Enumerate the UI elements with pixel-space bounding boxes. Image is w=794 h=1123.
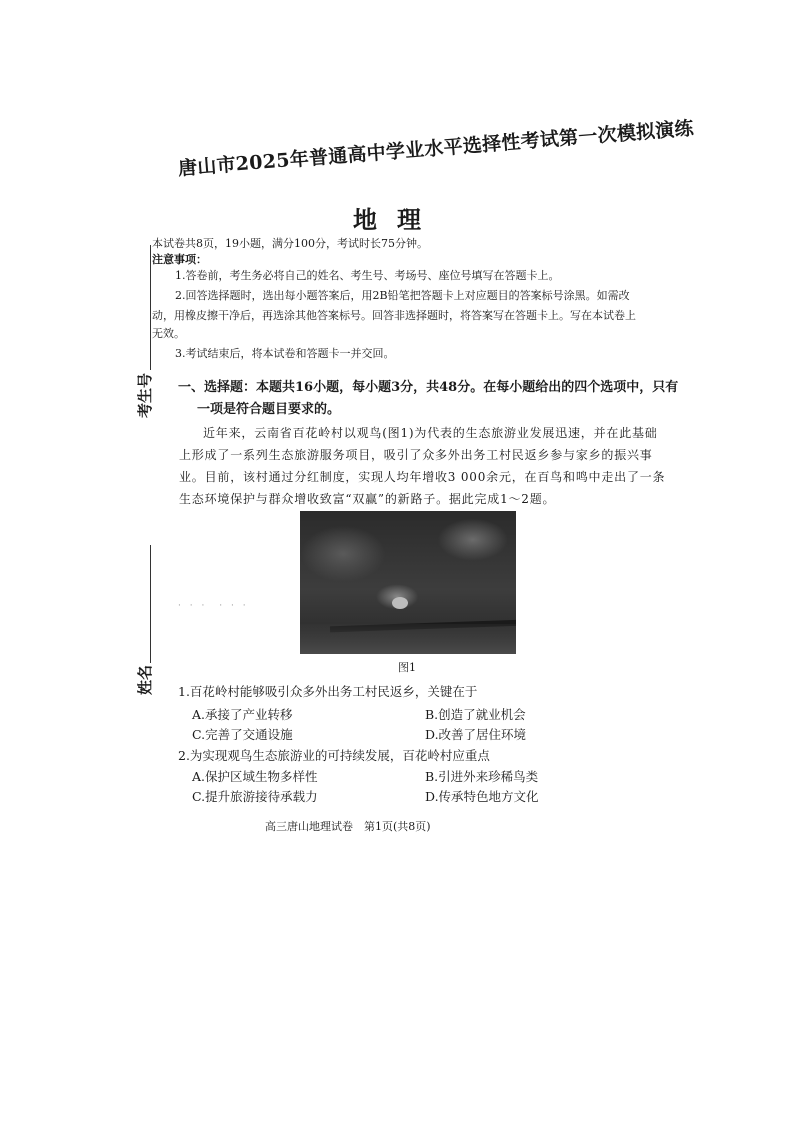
- note-item-1: 1.答卷前，考生务必将自己的姓名、考生号、考场号、座位号填写在答题卡上。: [175, 269, 560, 282]
- question-1-option-c: C.完善了交通设施: [192, 727, 293, 742]
- passage-line-1: 近年来，云南省百花岭村以观鸟(图1)为代表的生态旅游业发展迅速，并在此基础: [203, 426, 658, 440]
- notes-heading: 注意事项：: [152, 253, 207, 266]
- exam-intro: 本试卷共8页，19小题，满分100分，考试时长75分钟。: [152, 237, 428, 250]
- question-2-stem: 2.为实现观鸟生态旅游业的可持续发展，百花岭村应重点: [178, 748, 490, 763]
- name-label: 姓名: [136, 664, 154, 695]
- exam-title: 唐山市2025年普通高中学业水平选择性考试第一次模拟演练: [177, 117, 695, 180]
- page-footer: 高三唐山地理试卷 第1页(共8页): [265, 820, 431, 833]
- passage-line-4: 生态环境保护与群众增收致富“双赢”的新路子。据此完成1～2题。: [179, 492, 556, 506]
- question-2-option-a: A.保护区域生物多样性: [192, 769, 318, 784]
- photo-bird: [392, 597, 408, 609]
- note-item-2: 2.回答选择题时，选出每小题答案后，用2B铅笔把答题卡上对应题目的答案标号涂黑。如需改: [175, 289, 630, 302]
- name-line: [150, 545, 151, 663]
- question-1-stem: 1.百花岭村能够吸引众多外出务工村民返乡，关键在于: [178, 684, 478, 699]
- section1-heading-cont: 一项是符合题目要求的。: [197, 402, 341, 417]
- bird-watching-photo: [300, 511, 516, 654]
- exam-number-label: 考生号: [136, 372, 154, 418]
- figure-caption: 图1: [398, 661, 416, 674]
- section1-heading: 一、选择题：本题共16小题，每小题3分，共48分。在每小题给出的四个选项中，只有: [178, 380, 679, 395]
- passage-line-3: 业。目前，该村通过分红制度，实现人均年增收3 000余元，在百鸟和鸣中走出了一条: [179, 470, 666, 484]
- note-item-2-end: 无效。: [152, 327, 185, 340]
- question-1-option-a: A.承接了产业转移: [192, 707, 293, 722]
- question-2-option-c: C.提升旅游接待承载力: [192, 789, 318, 804]
- note-item-2-cont: 动，用橡皮擦干净后，再选涂其他答案标号。回答非选择题时，将答案写在答题卡上。写在本试卷上: [152, 309, 636, 322]
- question-2-option-d: D.传承特色地方文化: [425, 789, 539, 804]
- note-item-3: 3.考试结束后，将本试卷和答题卡一并交回。: [175, 347, 395, 360]
- passage-line-2: 上形成了一系列生态旅游服务项目，吸引了众多外出务工村民返乡参与家乡的振兴事: [179, 448, 653, 462]
- subject-title: 地理: [353, 205, 441, 234]
- exam-number-line: [150, 245, 151, 370]
- question-1-option-b: B.创造了就业机会: [425, 707, 526, 722]
- photo-bottom-shade: [300, 624, 516, 654]
- question-1-option-d: D.改善了居住环境: [425, 727, 527, 742]
- question-2-option-b: B.引进外来珍稀鸟类: [425, 769, 539, 784]
- show-through-marks: · · · · · ·: [178, 601, 249, 611]
